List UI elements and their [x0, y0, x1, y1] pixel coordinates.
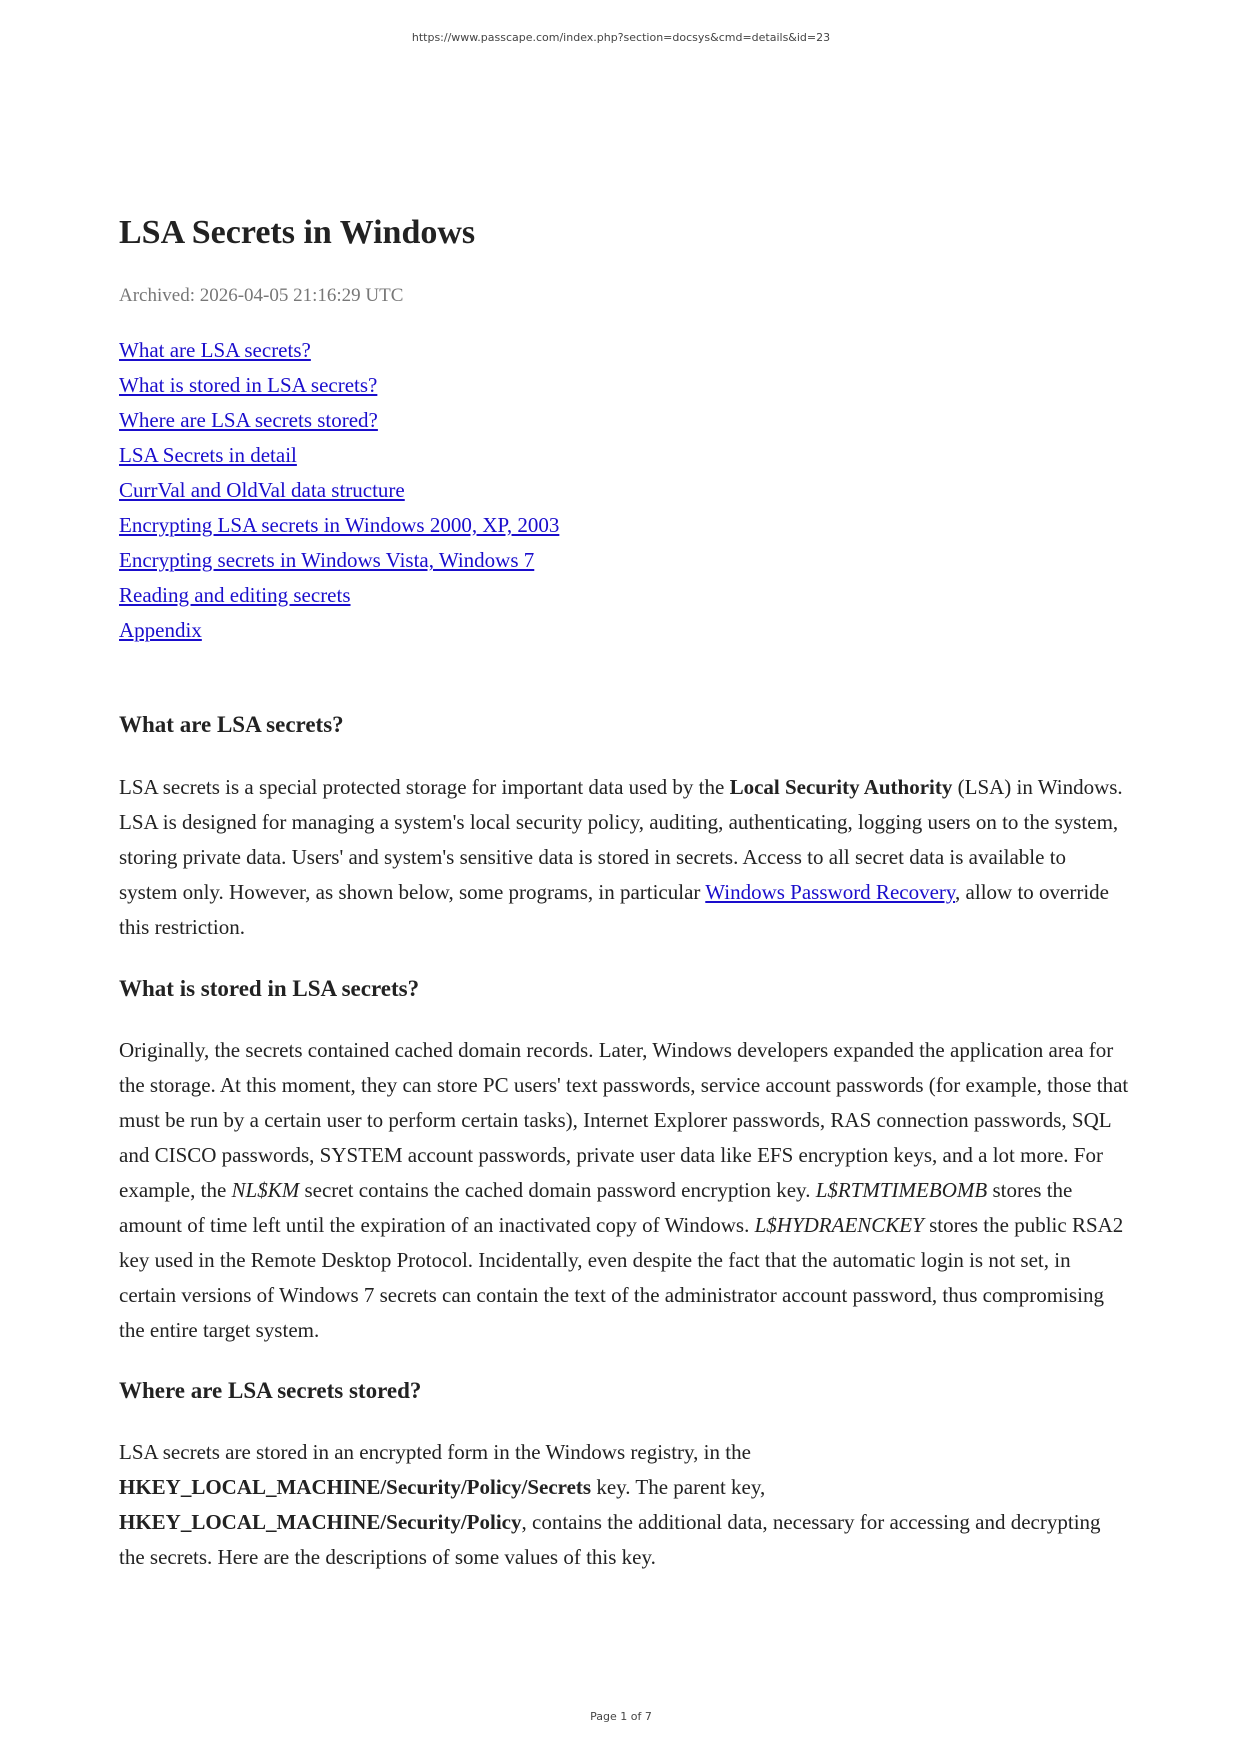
toc-link[interactable]: Encrypting secrets in Windows Vista, Windows 7: [119, 548, 535, 572]
toc-link[interactable]: CurrVal and OldVal data structure: [119, 478, 405, 502]
page-url: https://www.passcape.com/index.php?section=docsys&cmd=details&id=23: [411, 31, 831, 44]
text: (LSA) in Windows. LSA is designed for managing a system's local security policy, auditing, authenticating, logging users on to the system, storing private data. Users' and system's sensitive data is stored in secrets. Access to all secret data is available to system only. However, as shown below, some programs, in particular: [119, 775, 1123, 904]
bold-term: HKEY_LOCAL_MACHINE/Security/Policy: [119, 1510, 522, 1534]
bold-term: Local Security Authority: [729, 775, 953, 799]
toc-link[interactable]: Where are LSA secrets stored?: [119, 408, 378, 432]
text: key. The parent key,: [591, 1475, 766, 1499]
italic-term: NL$KM: [231, 1178, 300, 1202]
table-of-contents: [119, 333, 1129, 648]
section-heading: [119, 712, 1129, 738]
text: , contains the additional data, necessary for accessing and decrypting the secrets. Here are the descriptions of some values of this key.: [119, 1510, 1101, 1569]
section-paragraph: [119, 1435, 1129, 1575]
italic-term: L$RTMTIMEBOMB: [815, 1178, 988, 1202]
page-title-block: [119, 214, 1129, 252]
heading-what-are: What are LSA secrets?: [119, 712, 344, 737]
toc-link[interactable]: LSA Secrets in detail: [119, 443, 297, 467]
italic-term: L$HYDRAENCKEY: [754, 1213, 924, 1237]
section-paragraph: [119, 770, 1129, 945]
toc-link[interactable]: Encrypting LSA secrets in Windows 2000, XP, 2003: [119, 513, 560, 537]
toc-link[interactable]: Reading and editing secrets: [119, 583, 351, 607]
section-heading: [119, 1378, 1129, 1404]
page-title: LSA Secrets in Windows: [119, 214, 476, 251]
text: LSA secrets are stored in an encrypted form in the Windows registry, in the: [119, 1440, 751, 1464]
toc-link[interactable]: What is stored in LSA secrets?: [119, 373, 378, 397]
heading-what-is-stored: What is stored in LSA secrets?: [119, 976, 420, 1001]
text: , allow to override this restriction.: [119, 880, 1109, 939]
heading-where-stored: Where are LSA secrets stored?: [119, 1378, 422, 1403]
text: stores the public RSA2 key used in the Remote Desktop Protocol. Incidentally, even despite the fact that the automatic login is not set, in certain versions of Windows 7 secrets can contain the text of the administrator account password, thus compromising the entire target system.: [119, 1213, 1124, 1342]
text: Originally, the secrets contained cached domain records. Later, Windows developers expanded the application area for the storage. At this moment, they can store PC users' text passwords, service account passwords (for example, those that must be run by a certain user to perform certain tasks), Internet Explorer passwords, RAS connection passwords, SQL and CISCO passwords, SYSTEM account passwords, private user data like EFS encryption keys, and a lot more. For example, the: [119, 1038, 1129, 1202]
windows-password-recovery-link[interactable]: Windows Password Recovery: [705, 880, 956, 904]
text: secret contains the cached domain password encryption key.: [299, 1178, 816, 1202]
archived-date: Archived: 2026-04-05 21:16:29 UTC: [119, 285, 404, 306]
text: LSA secrets is a special protected storage for important data used by the: [119, 775, 730, 799]
toc-link[interactable]: What are LSA secrets?: [119, 338, 311, 362]
page-number: Page 1 of 7: [590, 1710, 652, 1723]
text: stores the amount of time left until the expiration of an inactivated copy of Windows.: [119, 1178, 1073, 1237]
toc-link[interactable]: Appendix: [119, 618, 202, 642]
section-heading: [119, 976, 1129, 1002]
bold-term: HKEY_LOCAL_MACHINE/Security/Policy/Secrets: [119, 1475, 592, 1499]
section-paragraph: [119, 1033, 1129, 1348]
